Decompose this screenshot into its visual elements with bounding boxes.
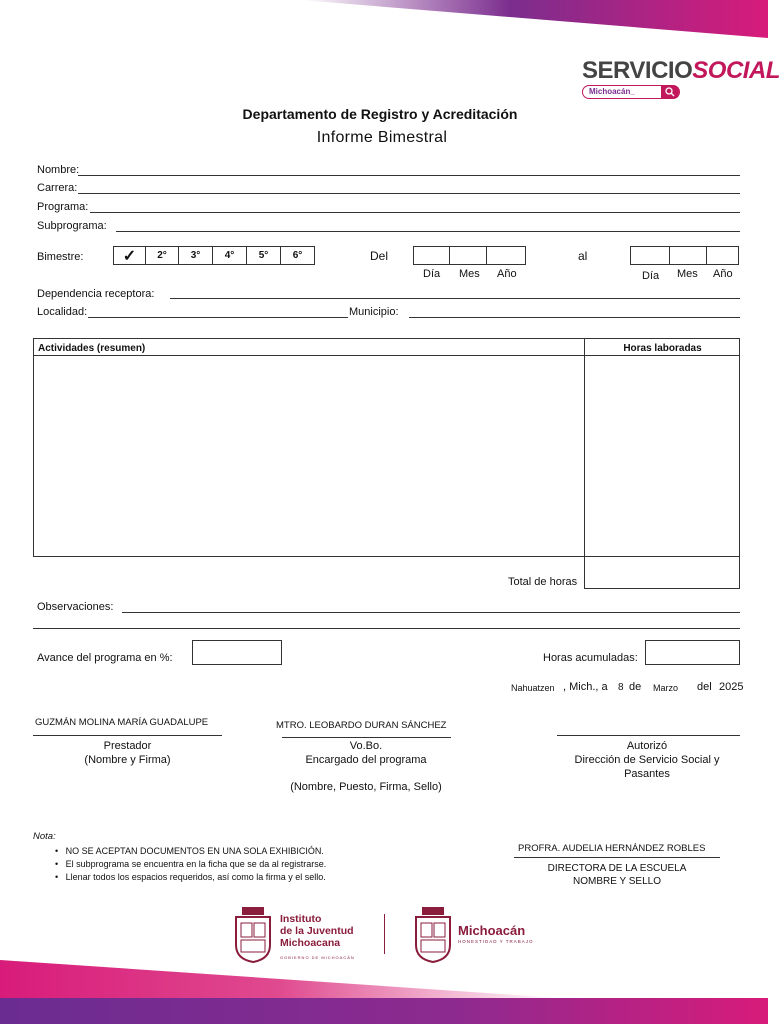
del-dia-box[interactable] bbox=[413, 246, 450, 265]
date-place: Nahuatzen bbox=[511, 683, 555, 693]
table-header-divider bbox=[33, 355, 740, 356]
al-label: al bbox=[578, 249, 588, 263]
observaciones-field-2[interactable] bbox=[33, 628, 740, 629]
del-mes-label: Mes bbox=[459, 268, 480, 280]
vobo-note: (Nombre, Puesto, Firma, Sello) bbox=[290, 781, 442, 793]
bimestre-option-1[interactable]: ✓ bbox=[113, 246, 146, 265]
municipio-field[interactable] bbox=[409, 317, 740, 318]
date-mich: , Mich., a bbox=[563, 681, 608, 693]
directora-signature-line[interactable] bbox=[514, 857, 720, 858]
actividades-header: Actividades (resumen) bbox=[38, 343, 146, 354]
observaciones-label: Observaciones: bbox=[37, 601, 114, 613]
directora-name: PROFRA. AUDELIA HERNÁNDEZ ROBLES bbox=[518, 843, 706, 854]
autorizo-signature-line[interactable] bbox=[557, 735, 740, 736]
autorizo-role: Autorizó bbox=[626, 740, 668, 752]
vobo-signature-line[interactable] bbox=[282, 737, 451, 738]
al-dia-box[interactable] bbox=[630, 246, 670, 265]
total-horas-label: Total de horas bbox=[508, 576, 578, 588]
horas-textarea[interactable] bbox=[588, 360, 736, 554]
subprograma-field[interactable] bbox=[116, 231, 740, 232]
al-anio-box[interactable] bbox=[706, 246, 739, 265]
vobo-sub: Encargado del programa bbox=[305, 754, 427, 766]
autorizo-sub-1: Dirección de Servicio Social y bbox=[574, 754, 720, 766]
prestador-signature-line[interactable] bbox=[33, 735, 222, 736]
nota-item: • El subprograma se encuentra en la ficha que se da al registrarse. bbox=[55, 859, 327, 869]
dependencia-field[interactable] bbox=[170, 298, 740, 299]
date-de: de bbox=[629, 681, 642, 693]
logo1-line1: Instituto bbox=[280, 913, 322, 925]
del-mes-box[interactable] bbox=[449, 246, 487, 265]
search-icon bbox=[661, 85, 679, 99]
nota-title: Nota: bbox=[33, 831, 56, 842]
al-dia-label: Día bbox=[642, 270, 660, 282]
avance-label: Avance del programa en %: bbox=[37, 652, 173, 664]
municipio-label: Municipio: bbox=[349, 306, 399, 318]
del-anio-label: Año bbox=[497, 268, 517, 280]
localidad-field[interactable] bbox=[88, 317, 348, 318]
nota-item: • NO SE ACEPTAN DOCUMENTOS EN UNA SOLA EXHIBICIÓN. bbox=[55, 846, 324, 856]
table-column-divider bbox=[584, 338, 585, 589]
programa-field[interactable] bbox=[90, 212, 740, 213]
al-anio-label: Año bbox=[713, 268, 733, 280]
page-title: Informe Bimestral bbox=[316, 129, 448, 146]
crest-icon bbox=[234, 907, 272, 963]
subprograma-label: Subprograma: bbox=[37, 220, 107, 232]
brand-right-text: SOCIAL bbox=[692, 57, 780, 84]
autorizo-sub-2: Pasantes bbox=[624, 768, 670, 780]
department-heading: Departamento de Registro y Acreditación bbox=[242, 106, 518, 122]
observaciones-field[interactable] bbox=[122, 612, 740, 613]
date-del: del bbox=[697, 681, 712, 693]
bimestre-option-2[interactable]: 2° bbox=[145, 246, 179, 265]
crest-icon bbox=[414, 907, 452, 963]
nota-list bbox=[55, 845, 326, 884]
dependencia-label: Dependencia receptora: bbox=[37, 288, 155, 300]
programa-label: Programa: bbox=[37, 201, 89, 213]
al-mes-box[interactable] bbox=[669, 246, 707, 265]
bimestre-option-5[interactable]: 5° bbox=[246, 246, 281, 265]
carrera-field[interactable] bbox=[78, 193, 740, 194]
bimestre-option-3[interactable]: 3° bbox=[178, 246, 213, 265]
total-horas-box[interactable] bbox=[584, 556, 740, 589]
vobo-role: Vo.Bo. bbox=[349, 740, 383, 752]
prestador-name: GUZMÁN MOLINA MARÍA GUADALUPE bbox=[35, 717, 209, 728]
localidad-label: Localidad: bbox=[37, 306, 88, 318]
instituto-juventud-logo bbox=[234, 907, 355, 968]
logo1-sub: GOBIERNO DE MICHOACÁN bbox=[280, 955, 355, 960]
avance-input[interactable] bbox=[192, 640, 282, 665]
logo2-sub: HONESTIDAD Y TRABAJO bbox=[458, 939, 534, 944]
directora-role: DIRECTORA DE LA ESCUELA bbox=[547, 863, 687, 874]
brand-left-text: SERVICIO bbox=[582, 57, 693, 84]
carrera-label: Carrera: bbox=[37, 182, 78, 194]
top-banner-decoration bbox=[0, 0, 768, 40]
servicio-social-logo bbox=[582, 58, 780, 99]
date-day: 8 bbox=[618, 682, 624, 693]
logo2-title: Michoacán bbox=[458, 923, 526, 938]
brand-sub-text: Michoacán_ bbox=[589, 87, 635, 96]
del-dia-label: Día bbox=[423, 268, 441, 280]
bimestre-option-6[interactable]: 6° bbox=[280, 246, 315, 265]
logo1-line3: Michoacana bbox=[280, 937, 341, 949]
horas-acumuladas-label: Horas acumuladas: bbox=[543, 652, 638, 664]
nombre-field[interactable] bbox=[78, 175, 740, 176]
nota-item: • Llenar todos los espacios requeridos, así como la firma y el sello. bbox=[55, 872, 326, 882]
actividades-textarea[interactable] bbox=[38, 360, 580, 554]
directora-note: NOMBRE Y SELLO bbox=[573, 876, 661, 887]
bottom-banner-decoration bbox=[0, 960, 768, 1024]
prestador-role: Prestador bbox=[103, 740, 152, 752]
horas-header: Horas laboradas bbox=[623, 343, 702, 354]
logo1-line2: de la Juventud bbox=[280, 925, 354, 937]
bimestre-label: Bimestre: bbox=[37, 251, 84, 263]
logo-divider bbox=[384, 914, 385, 954]
michoacan-logo bbox=[414, 907, 534, 968]
nombre-label: Nombre: bbox=[37, 164, 80, 176]
bimestre-option-4[interactable]: 4° bbox=[212, 246, 247, 265]
date-year: 2025 bbox=[719, 681, 744, 693]
del-anio-box[interactable] bbox=[486, 246, 526, 265]
vobo-name: MTRO. LEOBARDO DURAN SÁNCHEZ bbox=[276, 720, 447, 731]
date-month: Marzo bbox=[653, 683, 679, 693]
del-label: Del bbox=[370, 249, 389, 263]
prestador-note: (Nombre y Firma) bbox=[84, 754, 171, 766]
al-mes-label: Mes bbox=[677, 268, 698, 280]
horas-acumuladas-input[interactable] bbox=[645, 640, 740, 665]
